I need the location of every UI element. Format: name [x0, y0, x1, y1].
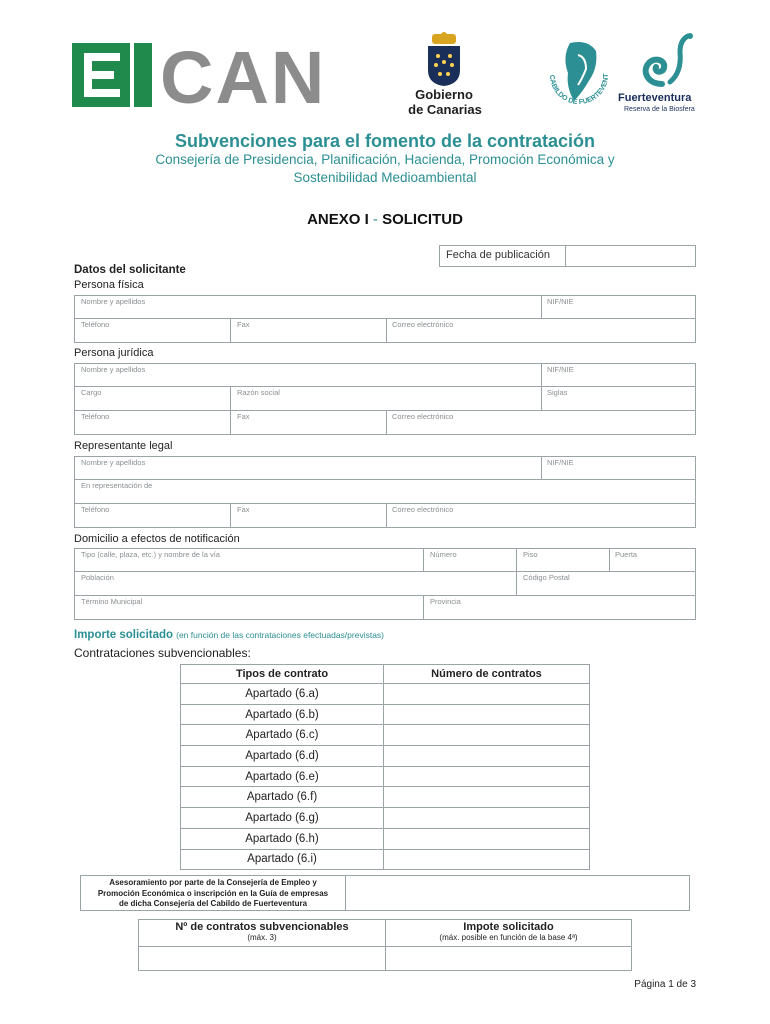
- asesoramiento-line3: de dicha Consejería del Cabildo de Fuerteventura: [118, 899, 308, 908]
- contract-row: [181, 808, 590, 829]
- rl-fax-field[interactable]: [231, 504, 386, 527]
- rl-nif-label: NIF/NIE: [547, 458, 574, 467]
- gobierno-line2: de Canarias: [408, 102, 482, 117]
- annex-number: ANEXO I: [307, 211, 369, 228]
- cabildo-island-icon: [540, 35, 618, 115]
- contract-row: [181, 766, 590, 787]
- contract-row: [181, 725, 590, 746]
- fuerteventura-logo: [620, 32, 704, 116]
- contract-count-field[interactable]: [384, 787, 590, 808]
- can-e-block-icon: [72, 43, 152, 107]
- asesoramiento-box: [80, 875, 690, 911]
- rl-representacion-field[interactable]: [75, 480, 695, 503]
- asesoramiento-field[interactable]: [346, 876, 689, 910]
- contract-count-field[interactable]: [384, 808, 590, 829]
- rl-correo-field[interactable]: [387, 504, 695, 527]
- impote-field[interactable]: [386, 947, 631, 970]
- persona-juridica-title: Persona jurídica: [74, 347, 154, 359]
- contract-count-field[interactable]: [384, 684, 590, 705]
- pf-nombre-field[interactable]: [75, 296, 541, 318]
- can-logo: [72, 36, 382, 119]
- pj-nombre-field[interactable]: [75, 364, 541, 386]
- pj-correo-field[interactable]: [387, 411, 695, 434]
- rl-telefono-field[interactable]: [75, 504, 230, 527]
- pj-row-1: [74, 363, 696, 387]
- pj-nif-label: NIF/NIE: [547, 365, 574, 374]
- snail-spiral-icon: [620, 32, 704, 90]
- contract-type-label: Apartado (6.g): [181, 808, 384, 829]
- pj-correo-label: Correo electrónico: [392, 412, 454, 421]
- pj-telefono-field[interactable]: [75, 411, 230, 434]
- pf-nombre-label: Nombre y apellidos: [81, 297, 146, 306]
- can-text: CAN: [160, 36, 327, 119]
- contract-type-label: Apartado (6.b): [181, 704, 384, 725]
- importe-note: (en función de las contrataciones efectuadas/previstas): [176, 630, 385, 640]
- rl-row-3: [74, 504, 696, 528]
- pf-nif-label: NIF/NIE: [547, 297, 574, 306]
- pf-row-1: [74, 295, 696, 319]
- pj-cargo-field[interactable]: [75, 387, 230, 410]
- coat-of-arms-icon: [398, 32, 490, 88]
- n-contratos-max: (máx. 3): [247, 933, 277, 942]
- pj-nombre-label: Nombre y apellidos: [81, 365, 146, 374]
- contract-count-field[interactable]: [384, 766, 590, 787]
- domicilio-title: Domicilio a efectos de notificación: [74, 533, 240, 545]
- dom-poblacion-label: Población: [81, 573, 114, 582]
- contract-types-table: [180, 664, 590, 870]
- pf-nif-field[interactable]: [542, 296, 695, 318]
- pf-telefono-label: Teléfono: [81, 320, 110, 329]
- contract-type-label: Apartado (6.i): [181, 849, 384, 870]
- col-tipos-header: Tipos de contrato: [181, 665, 384, 684]
- dom-piso-label: Piso: [523, 550, 538, 559]
- contract-type-label: Apartado (6.a): [181, 684, 384, 705]
- contract-row: [181, 828, 590, 849]
- n-contratos-header: [139, 920, 385, 946]
- publication-date-field[interactable]: [566, 246, 695, 266]
- importe-heading-line: [74, 629, 384, 641]
- rl-representacion-label: En representación de: [81, 481, 153, 490]
- pj-razon-field[interactable]: [231, 387, 541, 410]
- annex-heading: [0, 211, 770, 228]
- publication-date-box: [439, 245, 696, 267]
- pj-row-3: [74, 411, 696, 435]
- document-subtitle-line2: Sostenibilidad Medioambiental: [293, 170, 477, 185]
- rl-fax-label: Fax: [237, 505, 250, 514]
- fuerteventura-subtitle: Reserva de la Biosfera: [624, 106, 695, 113]
- dom-termino-label: Término Municipal: [81, 597, 143, 606]
- document-title: Subvenciones para el fomento de la contratación: [174, 131, 596, 151]
- contract-row: [181, 684, 590, 705]
- dom-row-2: [74, 572, 696, 596]
- pf-correo-label: Correo electrónico: [392, 320, 454, 329]
- impote-header: [386, 920, 631, 946]
- rl-row-2: [74, 480, 696, 504]
- contract-row: [181, 704, 590, 725]
- contract-row: [181, 849, 590, 870]
- contract-type-label: Apartado (6.h): [181, 828, 384, 849]
- rl-row-1: [74, 456, 696, 480]
- dom-termino-field[interactable]: [75, 596, 423, 619]
- impote-max: (máx. posible en función de la base 4ª): [439, 933, 578, 942]
- pj-telefono-label: Teléfono: [81, 412, 110, 421]
- gobierno-canarias-logo: [398, 32, 490, 116]
- pj-nif-field[interactable]: [542, 364, 695, 386]
- contract-count-field[interactable]: [384, 849, 590, 870]
- dom-piso-field[interactable]: [517, 549, 609, 571]
- pj-fax-field[interactable]: [231, 411, 386, 434]
- dom-provincia-field[interactable]: [424, 596, 695, 619]
- rl-correo-label: Correo electrónico: [392, 505, 454, 514]
- contract-count-field[interactable]: [384, 704, 590, 725]
- rl-nombre-label: Nombre y apellidos: [81, 458, 146, 467]
- pf-fax-label: Fax: [237, 320, 250, 329]
- contract-type-label: Apartado (6.f): [181, 787, 384, 808]
- dom-tipo-label: Tipo (calle, plaza, etc.) y nombre de la vía: [81, 550, 220, 559]
- pj-siglas-field[interactable]: [542, 387, 695, 410]
- rl-nif-field[interactable]: [542, 457, 695, 479]
- asesoramiento-line1: Asesoramiento por parte de la Consejería de Empleo y: [109, 878, 317, 887]
- representante-title: Representante legal: [74, 440, 173, 452]
- dom-numero-label: Número: [430, 550, 457, 559]
- contract-row: [181, 746, 590, 767]
- pf-telefono-field[interactable]: [75, 319, 230, 342]
- contract-type-label: Apartado (6.c): [181, 725, 384, 746]
- asesoramiento-label: [81, 878, 345, 910]
- dom-tipo-field[interactable]: [75, 549, 423, 571]
- annex-separator: -: [368, 211, 383, 228]
- contract-type-label: Apartado (6.d): [181, 746, 384, 767]
- rl-telefono-label: Teléfono: [81, 505, 110, 514]
- n-contratos-field[interactable]: [139, 947, 385, 970]
- pf-correo-field[interactable]: [387, 319, 695, 342]
- pf-row-2: [74, 319, 696, 343]
- dom-cp-field[interactable]: [517, 572, 695, 595]
- cabildo-logo: [540, 35, 618, 115]
- contract-count-field[interactable]: [384, 725, 590, 746]
- dom-poblacion-field[interactable]: [75, 572, 516, 595]
- pj-cargo-label: Cargo: [81, 388, 102, 397]
- contract-table-header: [181, 665, 590, 684]
- contract-count-field[interactable]: [384, 828, 590, 849]
- page-number: Página 1 de 3: [634, 979, 696, 990]
- pj-siglas-label: Siglas: [547, 388, 568, 397]
- importe-heading: Importe solicitado: [74, 629, 174, 641]
- impote-label: Impote solicitado: [463, 921, 554, 933]
- contract-count-field[interactable]: [384, 746, 590, 767]
- annex-type: SOLICITUD: [382, 211, 463, 228]
- dom-cp-label: Código Postal: [523, 573, 570, 582]
- dom-row-3: [74, 596, 696, 620]
- pj-fax-label: Fax: [237, 412, 250, 421]
- contract-row: [181, 787, 590, 808]
- pj-razon-label: Razón social: [237, 388, 280, 397]
- document-subtitle-line1: Consejería de Presidencia, Planificación, Hacienda, Promoción Económica y: [155, 152, 615, 167]
- n-contratos-label: Nº de contratos subvencionables: [175, 921, 349, 933]
- publication-date-label: Fecha de publicación: [446, 249, 550, 261]
- fuerteventura-title: Fuerteventura: [618, 92, 692, 104]
- asesoramiento-line2: Promoción Económica o inscripción en la Guía de empresas: [97, 888, 329, 898]
- applicant-section-heading: Datos del solicitante: [74, 264, 186, 276]
- pj-row-2: [74, 387, 696, 411]
- gobierno-line1: Gobierno: [415, 87, 473, 102]
- contract-type-label: Apartado (6.e): [181, 766, 384, 787]
- pf-fax-field[interactable]: [231, 319, 386, 342]
- dom-row-1: [74, 548, 696, 572]
- col-numero-header: Número de contratos: [384, 665, 590, 684]
- totals-box: [138, 919, 632, 971]
- dom-numero-field[interactable]: [424, 549, 516, 571]
- dom-puerta-field[interactable]: [610, 549, 695, 571]
- cabildo-text: CABILDO DE FUERTEVENT: [547, 73, 611, 107]
- rl-nombre-field[interactable]: [75, 457, 541, 479]
- dom-puerta-label: Puerta: [615, 550, 638, 559]
- persona-fisica-title: Persona física: [74, 279, 144, 291]
- contrataciones-label: Contrataciones subvencionables:: [74, 646, 251, 660]
- dom-provincia-label: Provincia: [430, 597, 461, 606]
